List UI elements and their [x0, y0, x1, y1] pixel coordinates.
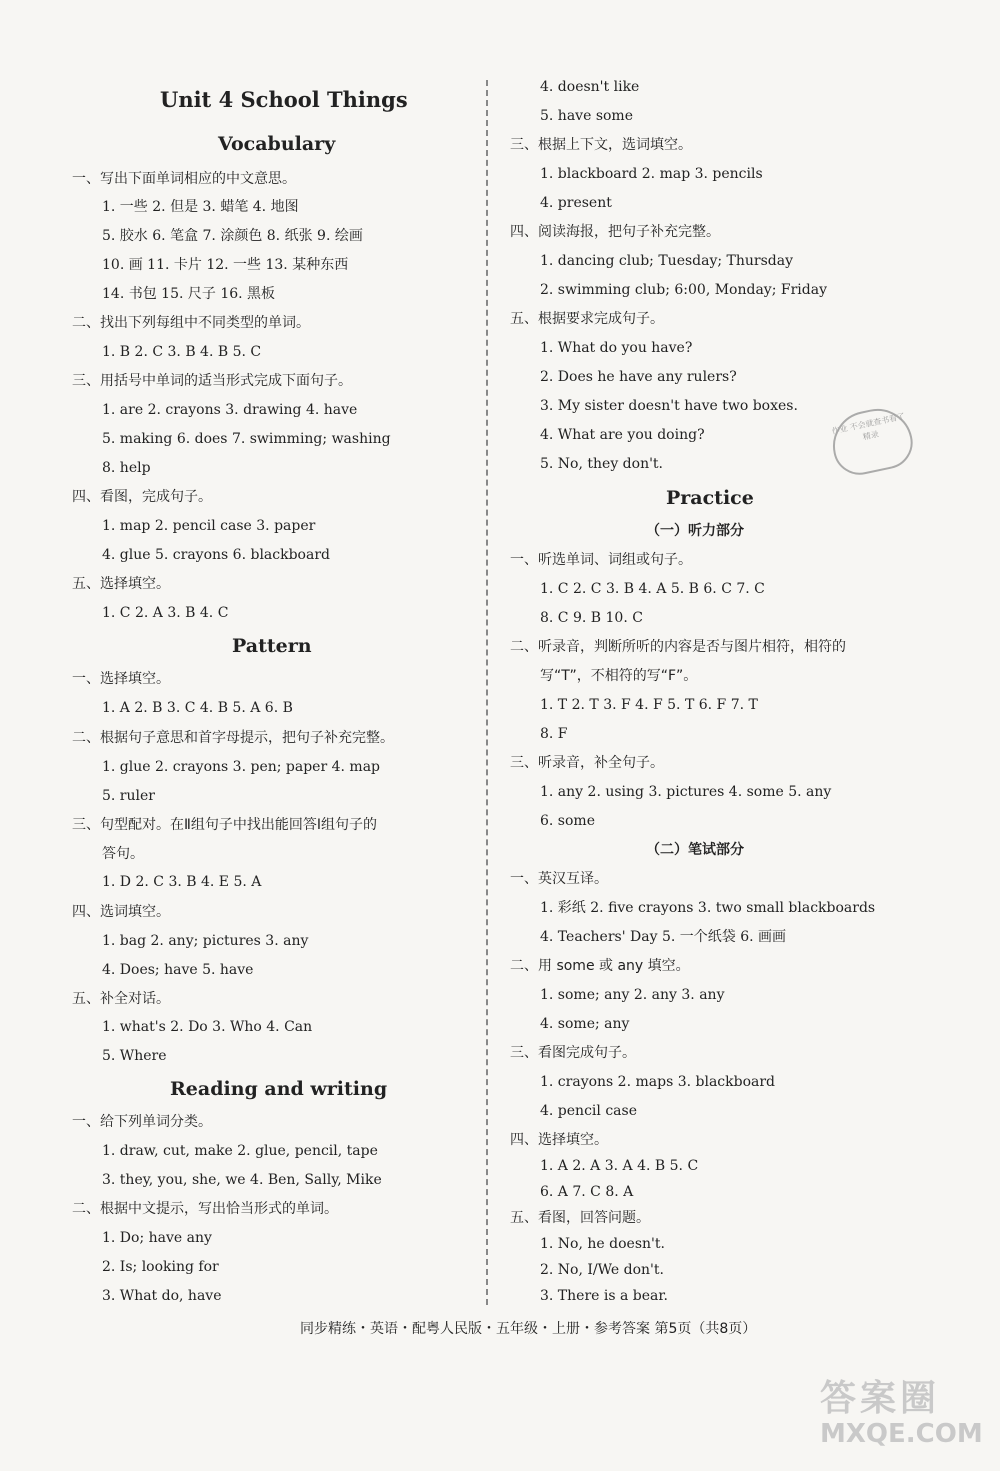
section-label: 二、根据句子意思和首字母提示，把句子补充完整。 [72, 730, 394, 746]
answer-line: 5. ruler [102, 788, 155, 804]
reading-writing-heading: Reading and writing [170, 1078, 388, 1100]
answer-line: 5. making 6. does 7. swimming; washing [102, 431, 391, 447]
answer-line: 8. C 9. B 10. C [540, 610, 643, 626]
answer-line: 8. F [540, 726, 568, 742]
answer-line: 4. Teachers' Day 5. 一个纸袋 6. 画画 [540, 929, 787, 945]
answer-line: 1. draw, cut, make 2. glue, pencil, tape [102, 1143, 378, 1159]
pattern-heading: Pattern [232, 635, 312, 657]
section-label: 三、听录音，补全句子。 [510, 755, 664, 771]
answer-line: 2. Is; looking for [102, 1259, 219, 1275]
answer-line: 5. Where [102, 1048, 167, 1064]
answer-line: 1. what's 2. Do 3. Who 4. Can [102, 1019, 313, 1035]
answer-line: 4. Does; have 5. have [102, 962, 254, 978]
written-heading: （二）笔试部分 [646, 842, 744, 858]
answer-line: 3. There is a bear. [540, 1288, 668, 1304]
answer-line: 2. swimming club; 6:00, Monday; Friday [540, 282, 827, 298]
section-label: 五、根据要求完成句子。 [510, 311, 664, 327]
answer-line: 2. No, I/We don't. [540, 1262, 664, 1278]
answer-line: 1. 一些 2. 但是 3. 蜡笔 4. 地图 [102, 199, 299, 215]
answer-line: 1. blackboard 2. map 3. pencils [540, 166, 763, 182]
section-label: 一、写出下面单词相应的中文意思。 [72, 171, 296, 187]
section-label: 四、阅读海报，把句子补充完整。 [510, 224, 720, 240]
section-label: 二、用 some 或 any 填空。 [510, 958, 690, 974]
answer-line: 1. D 2. C 3. B 4. E 5. A [102, 874, 262, 890]
answer-line: 1. 彩纸 2. five crayons 3. two small blackboards [540, 900, 876, 916]
watermark-logo-text: 答案圈 [820, 1378, 941, 1419]
answer-line: 14. 书包 15. 尺子 16. 黑板 [102, 286, 276, 302]
answer-line: 4. What are you doing? [540, 427, 705, 443]
answer-line: 1. C 2. A 3. B 4. C [102, 605, 229, 621]
answer-line: 1. any 2. using 3. pictures 4. some 5. any [540, 784, 832, 800]
section-label: 五、补全对话。 [72, 991, 170, 1007]
unit-title: Unit 4 School Things [160, 87, 408, 112]
answer-line: 4. present [540, 195, 612, 211]
listening-heading: （一）听力部分 [646, 523, 744, 539]
section-label: 三、句型配对。在Ⅱ组句子中找出能回答Ⅰ组句子的 [72, 817, 378, 833]
answer-line: 3. they, you, she, we 4. Ben, Sally, Mike [102, 1172, 382, 1188]
answer-line: 10. 画 11. 卡片 12. 一些 13. 某种东西 [102, 257, 349, 273]
homework-stamp: 作业 不会就查书看了 精录 [826, 402, 917, 479]
answer-line: 1. crayons 2. maps 3. blackboard [540, 1074, 776, 1090]
section-label: 五、看图，回答问题。 [510, 1210, 650, 1226]
section-label: 二、听录音，判断所听的内容是否与图片相符，相符的 [510, 639, 846, 655]
section-label: 三、用括号中单词的适当形式完成下面句子。 [72, 373, 352, 389]
section-label: 四、选择填空。 [510, 1132, 608, 1148]
section-label: 一、英汉互译。 [510, 871, 608, 887]
answer-line: 1. A 2. A 3. A 4. B 5. C [540, 1158, 699, 1174]
section-label: 一、听选单词、词组或句子。 [510, 552, 692, 568]
answer-line: 3. What do, have [102, 1288, 222, 1304]
answer-line: 1. dancing club; Tuesday; Thursday [540, 253, 794, 269]
answer-line: 3. My sister doesn't have two boxes. [540, 398, 798, 414]
answer-line: 1. map 2. pencil case 3. paper [102, 518, 316, 534]
section-label: 一、给下列单词分类。 [72, 1114, 212, 1130]
answer-line: 1. What do you have? [540, 340, 693, 356]
answer-line: 1. some; any 2. any 3. any [540, 987, 725, 1003]
site-watermark [820, 1370, 983, 1449]
watermark-url: MXQE.COM [820, 1419, 983, 1449]
section-label: 一、选择填空。 [72, 671, 170, 687]
answer-line: 5. have some [540, 108, 633, 124]
answer-line: 1. A 2. B 3. C 4. B 5. A 6. B [102, 700, 293, 716]
answer-line: 4. pencil case [540, 1103, 637, 1119]
answer-line: 6. A 7. C 8. A [540, 1184, 634, 1200]
page-footer: 同步精练・英语・配粤人民版・五年级・上册・参考答案 第5页（共8页） [300, 1321, 757, 1337]
section-label: 四、看图，完成句子。 [72, 489, 212, 505]
answer-line: 5. 胶水 6. 笔盒 7. 涂颜色 8. 纸张 9. 绘画 [102, 228, 363, 244]
answer-line: 4. glue 5. crayons 6. blackboard [102, 547, 330, 563]
answer-line: 5. No, they don't. [540, 456, 664, 472]
section-label: 二、根据中文提示，写出恰当形式的单词。 [72, 1201, 338, 1217]
answer-line: 1. C 2. C 3. B 4. A 5. B 6. C 7. C [540, 581, 765, 597]
answer-line: 4. some; any [540, 1016, 630, 1032]
answer-line: 2. Does he have any rulers? [540, 369, 737, 385]
answer-line: 1. T 2. T 3. F 4. F 5. T 6. F 7. T [540, 697, 758, 713]
section-label: 三、根据上下文，选词填空。 [510, 137, 692, 153]
answer-line: 4. doesn't like [540, 79, 640, 95]
section-label-continued: 写“T”，不相符的写“F”。 [540, 668, 698, 684]
section-label: 五、选择填空。 [72, 576, 170, 592]
answer-line: 8. help [102, 460, 151, 476]
answer-line: 1. glue 2. crayons 3. pen; paper 4. map [102, 759, 381, 775]
answer-line: 1. bag 2. any; pictures 3. any [102, 933, 309, 949]
practice-heading: Practice [666, 487, 754, 509]
answer-line: 6. some [540, 813, 595, 829]
section-label: 四、选词填空。 [72, 904, 170, 920]
answer-line: 1. B 2. C 3. B 4. B 5. C [102, 344, 262, 360]
section-label: 二、找出下列每组中不同类型的单词。 [72, 315, 310, 331]
answer-line: 1. No, he doesn't. [540, 1236, 665, 1252]
answer-line: 1. Do; have any [102, 1230, 212, 1246]
answer-line: 1. are 2. crayons 3. drawing 4. have [102, 402, 358, 418]
section-label: 三、看图完成句子。 [510, 1045, 636, 1061]
column-divider [486, 80, 488, 1305]
section-label-continued: 答句。 [102, 846, 144, 862]
vocabulary-heading: Vocabulary [218, 133, 336, 155]
